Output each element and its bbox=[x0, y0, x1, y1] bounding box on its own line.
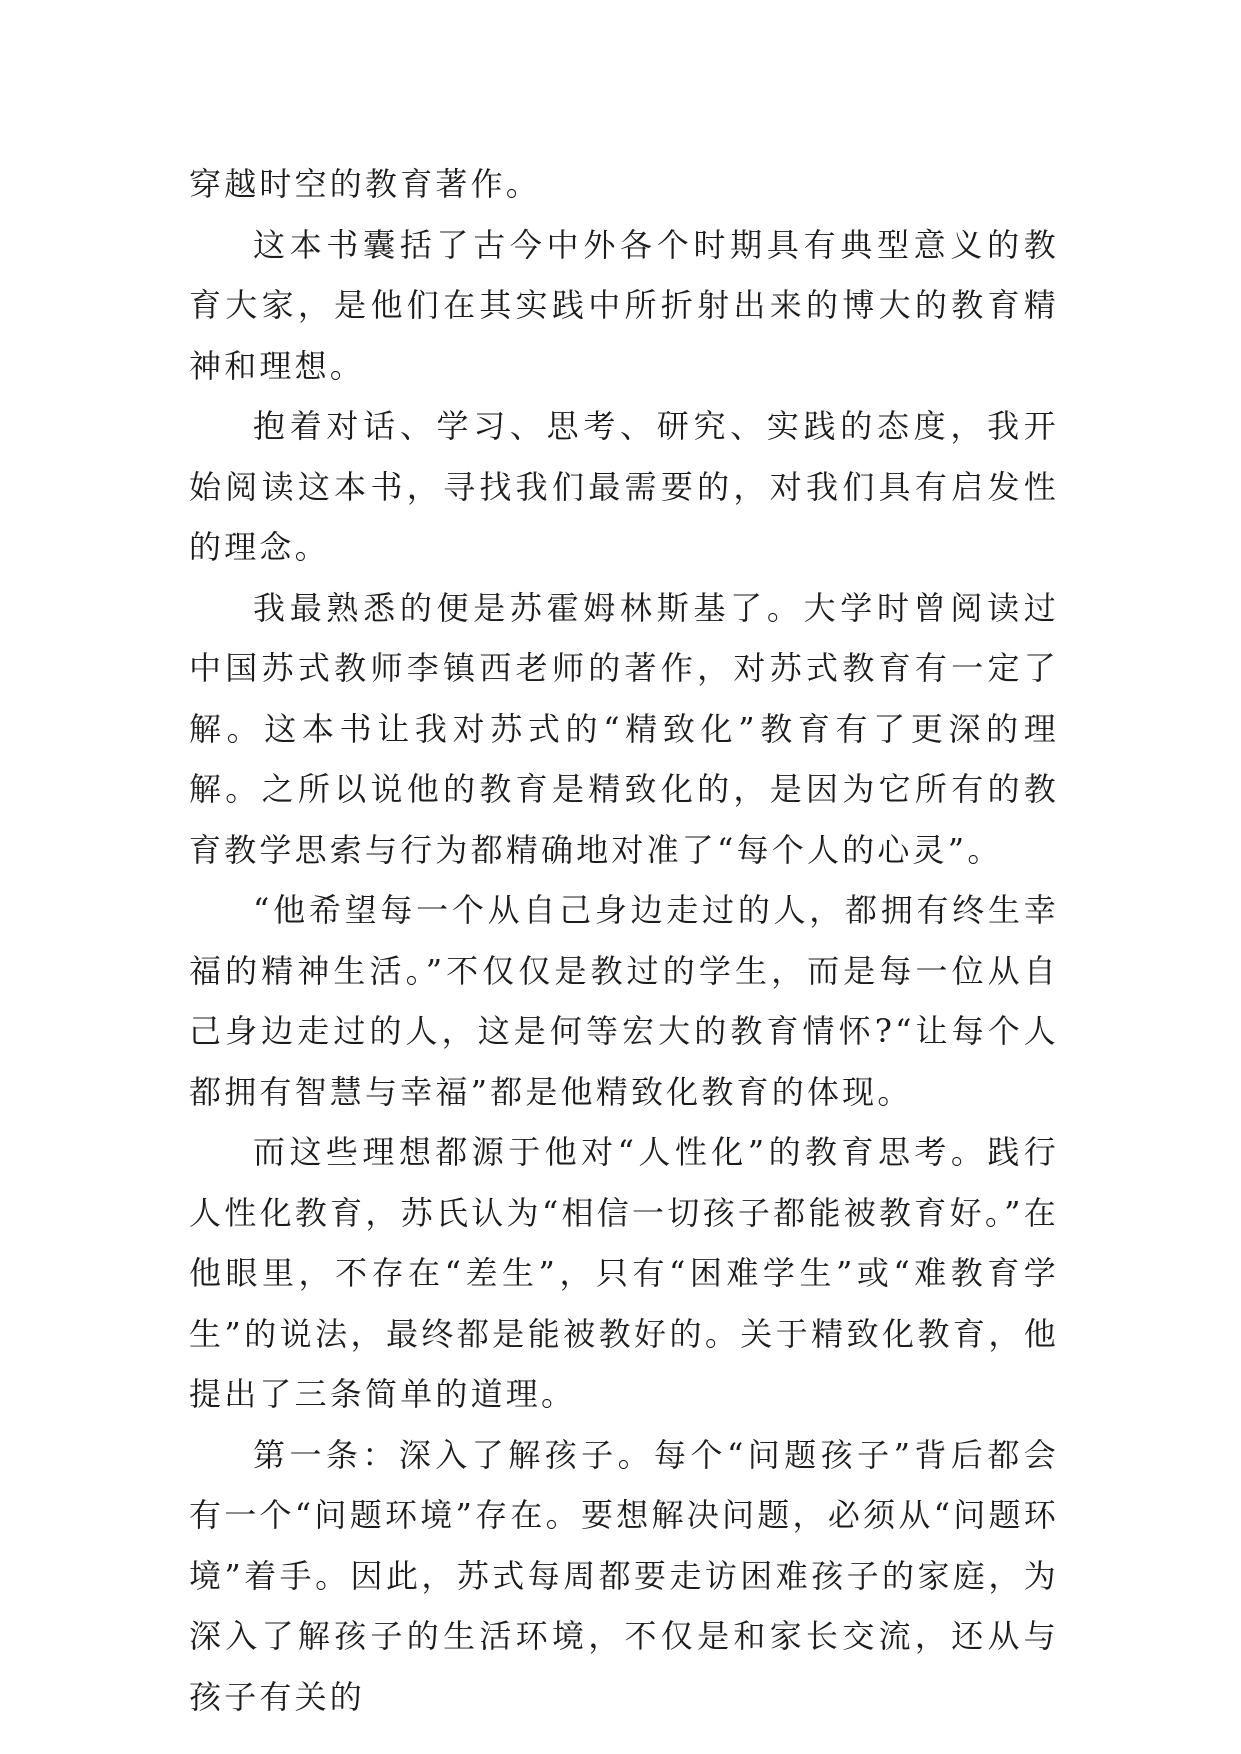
paragraph-1: 穿越时空的教育著作。 bbox=[189, 165, 542, 203]
paragraph-3: 抱着对话、学习、思考、研究、实践的态度，我开始阅读这本书，寻找我们最需要的，对我们具有启发性的理念。 bbox=[189, 407, 1059, 566]
paragraph-6: 而这些理想都源于他对“人性化”的教育思考。践行人性化教育，苏氏认为“相信一切孩子都能被教育好。”在他眼里，不存在“差生”，只有“困难学生”或“难教育学生”的说法，最终都是能被教好的。关于精致化教育，他提出了三条简单的道理。 bbox=[189, 1133, 1059, 1413]
paragraph-4: 我最熟悉的便是苏霍姆林斯基了。大学时曾阅读过中国苏式教师李镇西老师的著作，对苏式教育有一定了解。这本书让我对苏式的“精致化”教育有了更深的理解。之所以说他的教育是精致化的，是因为它所有的教育教学思索与行为都精确地对准了“每个人的心灵”。 bbox=[189, 588, 1059, 869]
paragraph-7: 第一条：深入了解孩子。每个“问题孩子”背后都会有一个“问题环境”存在。要想解决问题，必须从“问题环境”着手。因此，苏式每周都要走访困难孩子的家庭，为深入了解孩子的生活环境，不仅是和家长交流，还从与孩子有关的 bbox=[189, 1435, 1059, 1716]
paragraph-5: “他希望每一个从自己身边走过的人，都拥有终生幸福的精神生活。”不仅仅是教过的学生，而是每一位从自己身边走过的人，这是何等宏大的教育情怀?“让每个人都拥有智慧与幸福”都是他精致化教育的体现。 bbox=[189, 891, 1059, 1111]
document-body bbox=[189, 154, 1059, 1727]
paragraph-2: 这本书囊括了古今中外各个时期具有典型意义的教育大家，是他们在其实践中所折射出来的博大的教育精神和理想。 bbox=[189, 225, 1059, 385]
